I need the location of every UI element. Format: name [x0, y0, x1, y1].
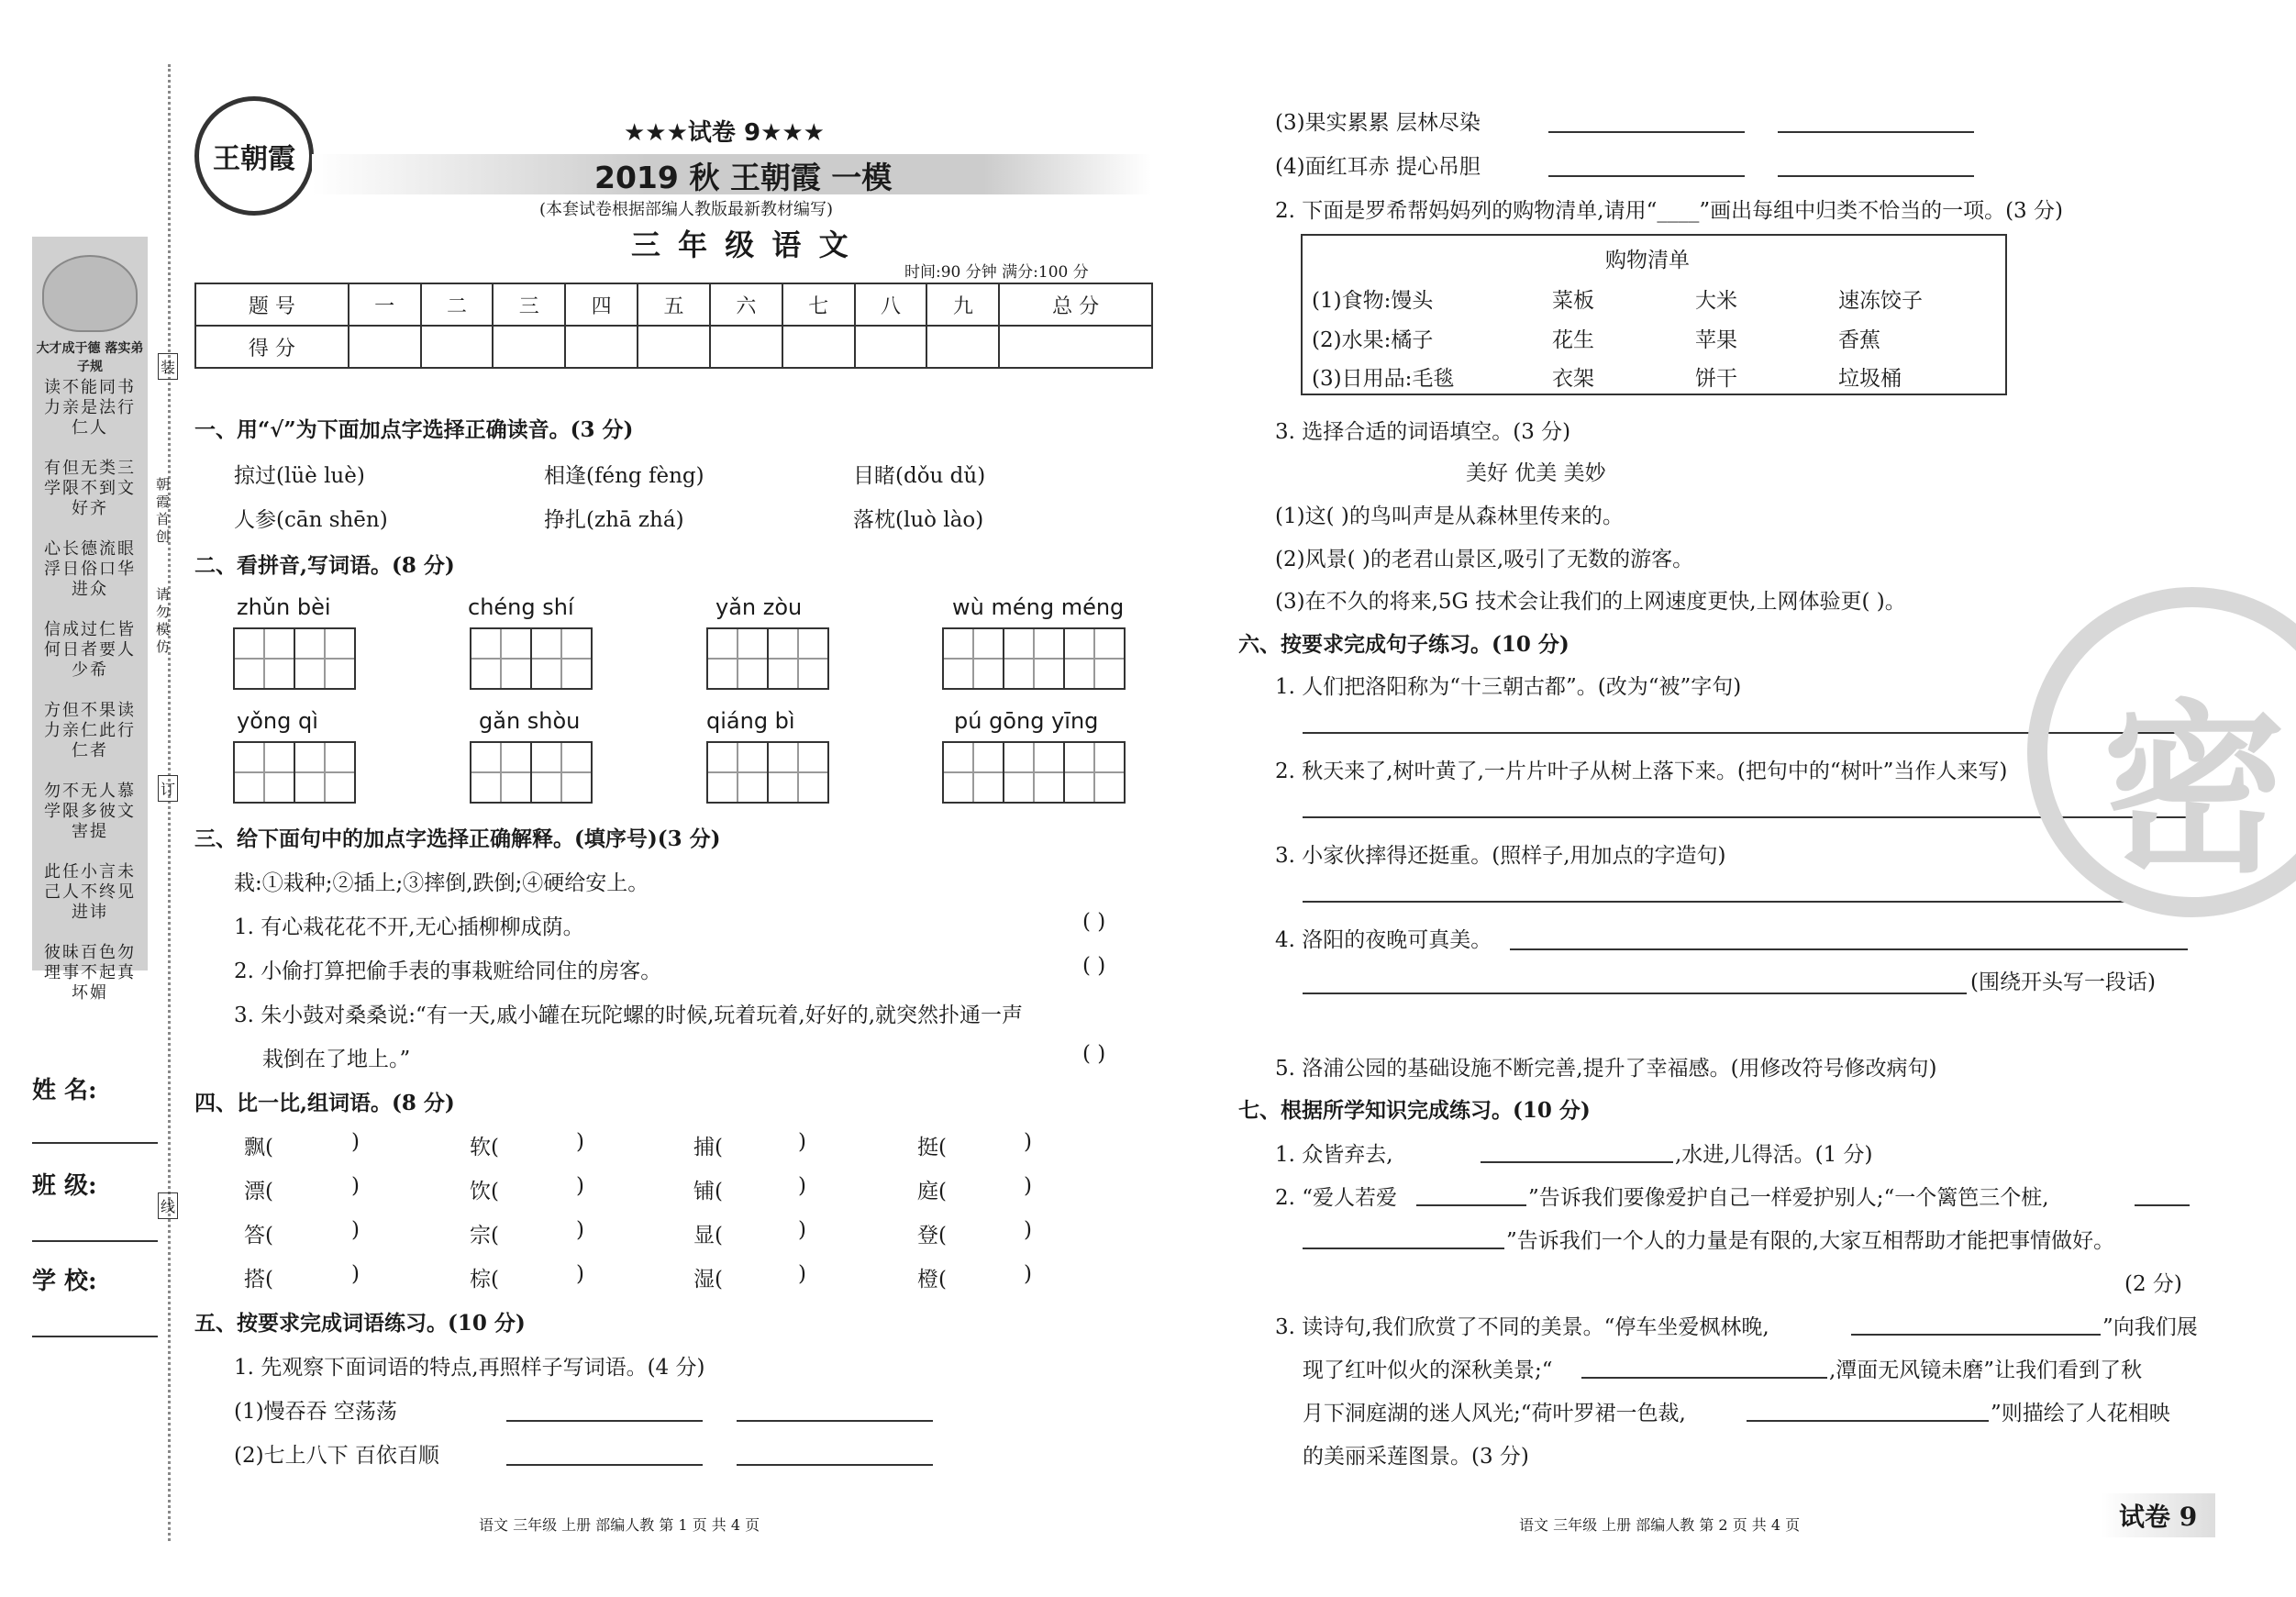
shopping-item[interactable]: 菜板: [1552, 289, 1594, 313]
compare-char[interactable]: 搭(: [244, 1268, 273, 1292]
poem-line: 心长德流眼浮日俗口华进众: [44, 539, 136, 599]
score-row-label: 得 分: [195, 326, 349, 368]
grid-cell[interactable]: [767, 741, 829, 804]
poem-line: 信成过仁皆何日者要人少希: [44, 620, 136, 680]
grid-cell[interactable]: [1063, 741, 1126, 804]
pinyin-label: wù méng méng: [952, 594, 1125, 620]
answer-line[interactable]: [737, 1420, 933, 1422]
grid-cell[interactable]: [767, 627, 829, 690]
footer-left: 语文 三年级 上册 部编人教 第 1 页 共 4 页: [479, 1516, 760, 1534]
score-cell[interactable]: [421, 326, 494, 368]
answer-line[interactable]: [1548, 175, 1745, 177]
answer-line[interactable]: [1510, 948, 2188, 950]
score-header-cell: 八: [855, 283, 927, 326]
compare-char[interactable]: 漂(: [244, 1180, 273, 1203]
compare-close: ): [351, 1262, 360, 1286]
grid-cell[interactable]: [706, 627, 769, 690]
compare-char[interactable]: 飘(: [244, 1136, 273, 1159]
stamp-glyph: 密: [2102, 682, 2287, 898]
score-cell[interactable]: [493, 326, 565, 368]
seal-label-xian: 线: [158, 1192, 178, 1219]
grid-cell[interactable]: [233, 741, 295, 804]
pronunciation-item[interactable]: 挣扎(zhā zhá): [544, 508, 684, 532]
answer-line[interactable]: [1851, 1334, 2101, 1336]
word-example: (1)慢吞吞 空荡荡: [234, 1400, 397, 1424]
exam-title: 2019 秋 王朝霞 一模: [594, 160, 893, 195]
pronunciation-item[interactable]: 人参(cān shēn): [234, 508, 388, 532]
grid-cell[interactable]: [1003, 627, 1065, 690]
score-cell[interactable]: [926, 326, 999, 368]
pinyin-label: zhǔn bèi: [237, 594, 331, 620]
compare-char[interactable]: 庭(: [917, 1180, 947, 1203]
poem-line: 此任小言未己人不终见进讳: [44, 862, 136, 922]
score-header-cell: 六: [710, 283, 782, 326]
writing-grid[interactable]: [233, 627, 354, 690]
answer-line[interactable]: [1303, 901, 2188, 903]
answer-line[interactable]: [1778, 175, 1974, 177]
vertical-note-1: 朝霞首创: [154, 477, 171, 547]
shopping-item[interactable]: 苹果: [1695, 328, 1737, 352]
compare-close: ): [1024, 1218, 1032, 1242]
score-cell[interactable]: [349, 326, 421, 368]
answer-line[interactable]: [1747, 1420, 1989, 1422]
name-field[interactable]: [32, 1142, 158, 1144]
compare-close: ): [798, 1130, 806, 1154]
shopping-item[interactable]: 花生: [1552, 328, 1594, 352]
section7-title: 七、根据所学知识完成练习。(10 分): [1238, 1098, 1591, 1123]
writing-grid[interactable]: [706, 627, 827, 690]
poem-line: 方但不果读力亲仁此行仁者: [44, 701, 136, 760]
writing-grid[interactable]: [942, 627, 1124, 690]
compare-close: ): [798, 1218, 806, 1242]
question-text: ,水进,儿得活。(1 分): [1675, 1143, 1873, 1167]
grid-cell[interactable]: [233, 627, 295, 690]
footer-right: 语文 三年级 上册 部编人教 第 2 页 共 4 页: [1519, 1516, 1801, 1534]
pronunciation-item[interactable]: 掠过(lüè luè): [234, 464, 365, 488]
shopping-item[interactable]: 大米: [1695, 289, 1737, 313]
question-text: 2. 秋天来了,树叶黄了,一片片叶子从树上落下来。(把句中的“树叶”当作人来写): [1275, 760, 2008, 783]
fill-sentence[interactable]: (2)风景( )的老君山景区,吸引了无数的游客。: [1275, 548, 1694, 571]
section4-title: 四、比一比,组词语。(8 分): [194, 1091, 455, 1115]
question-text: 1. 先观察下面词语的特点,再照样子写词语。(4 分): [234, 1356, 705, 1380]
question-text: 月下洞庭湖的迷人风光;“荷叶罗裙一色裁,: [1303, 1402, 1686, 1425]
grid-cell[interactable]: [294, 627, 356, 690]
score-header-cell: 总 分: [999, 283, 1152, 326]
answer-paren[interactable]: ( ): [1082, 954, 1106, 978]
answer-line[interactable]: [737, 1464, 933, 1466]
score-header-cell: 九: [926, 283, 999, 326]
compare-char[interactable]: 铺(: [693, 1180, 723, 1203]
compare-close: ): [351, 1130, 360, 1154]
grid-cell[interactable]: [942, 627, 1004, 690]
score-row: [195, 326, 1152, 368]
compare-close: ): [1024, 1174, 1032, 1198]
shopping-item[interactable]: 衣架: [1552, 367, 1594, 391]
answer-line[interactable]: [1481, 1161, 1673, 1163]
word-choices: 美好 优美 美妙: [1466, 461, 1606, 485]
compare-close: ): [798, 1174, 806, 1198]
word-example: (3)果实累累 层林尽染: [1275, 111, 1481, 135]
compare-char[interactable]: 软(: [470, 1136, 499, 1159]
grid-cell[interactable]: [1003, 741, 1065, 804]
question-text: 1. 众皆弃去,: [1275, 1143, 1393, 1167]
score-header-row: [195, 283, 1152, 326]
poem-line: 有但无类三学限不到文好齐: [44, 459, 136, 518]
question-text: 2. 小偷打算把偷手表的事栽赃给同住的房客。: [234, 959, 662, 983]
question-text: ,潭面无风镜未磨”让我们看到了秋: [1829, 1359, 2143, 1382]
binding-line: [168, 64, 171, 1541]
shopping-list: [1301, 234, 2007, 395]
shopping-item[interactable]: 香蕉: [1838, 328, 1880, 352]
grid-cell[interactable]: [530, 627, 593, 690]
question-text: 2. 下面是罗希帮妈妈列的购物清单,请用“____”画出每组中归类不恰当的一项。(3 分): [1275, 199, 2063, 223]
writing-grid[interactable]: [470, 627, 591, 690]
brand-logo: [194, 96, 314, 216]
grid-cell[interactable]: [470, 627, 532, 690]
writing-grid[interactable]: [470, 741, 591, 804]
question-text: 4. 洛阳的夜晚可真美。: [1275, 928, 1492, 952]
compare-close: ): [1024, 1130, 1032, 1154]
score-header-cell: 二: [421, 283, 494, 326]
compare-close: ): [1024, 1262, 1032, 1286]
section6-title: 六、按要求完成句子练习。(10 分): [1238, 632, 1569, 657]
compare-close: ): [798, 1262, 806, 1286]
score-header-cell: 四: [565, 283, 638, 326]
compare-char[interactable]: 橙(: [917, 1268, 947, 1292]
answer-line[interactable]: [1778, 131, 1974, 133]
answer-line[interactable]: [1548, 131, 1745, 133]
question-text: 3. 选择合适的词语填空。(3 分): [1275, 420, 1571, 444]
score-header-cell: 五: [638, 283, 710, 326]
poem-line: 读不能同书力亲是法行仁人: [44, 378, 136, 438]
question-text: ”向我们展: [2102, 1315, 2198, 1339]
score-cell[interactable]: [638, 326, 710, 368]
compare-char[interactable]: 答(: [244, 1224, 273, 1248]
score-header-cell: 三: [493, 283, 565, 326]
score-header-cell: 一: [349, 283, 421, 326]
pinyin-label: yǒng qì: [237, 708, 318, 734]
scholar-portrait: [42, 255, 138, 332]
question-text: 3. 小家伙摔得还挺重。(照样子,用加点的字造句): [1275, 844, 1726, 868]
fill-sentence[interactable]: (1)这( )的鸟叫声是从森林里传来的。: [1275, 505, 1624, 528]
pinyin-label: yǎn zòu: [715, 594, 803, 620]
writing-grid[interactable]: [233, 741, 354, 804]
compare-char[interactable]: 登(: [917, 1224, 947, 1248]
question-score: (2 分): [2124, 1272, 2182, 1296]
answer-line[interactable]: [2135, 1204, 2190, 1206]
compare-close: ): [576, 1130, 584, 1154]
score-header-cell: 题 号: [195, 283, 349, 326]
compare-close: ): [576, 1218, 584, 1242]
seal-label-zhuang: 装: [158, 353, 178, 380]
compare-close: ): [351, 1218, 360, 1242]
question-text: 5. 洛浦公园的基础设施不断完善,提升了幸福感。(用修改符号修改病句): [1275, 1057, 1937, 1081]
question-text: 栽倒在了地上。”: [262, 1048, 411, 1071]
exam-subtitle: (本套试卷根据部编人教版最新教材编写): [539, 200, 834, 219]
answer-line[interactable]: [506, 1464, 703, 1466]
confidential-stamp: [2027, 587, 2296, 917]
pinyin-label: qiáng bì: [706, 708, 795, 734]
compare-close: ): [351, 1174, 360, 1198]
answer-line[interactable]: [1581, 1377, 1827, 1379]
shopping-title: 购物清单: [1605, 249, 1690, 272]
answer-paren[interactable]: ( ): [1082, 1042, 1106, 1066]
compare-char[interactable]: 湿(: [693, 1268, 723, 1292]
pinyin-label: chéng shí: [468, 594, 574, 620]
paper-badge: 试卷 9: [2101, 1493, 2215, 1537]
class-field[interactable]: [32, 1240, 158, 1242]
definition-list: 栽:①栽种;②插上;③摔倒,跌倒;④硬给安上。: [234, 871, 649, 895]
pronunciation-item[interactable]: 落枕(luò lào): [853, 508, 984, 532]
score-cell[interactable]: [999, 326, 1152, 368]
name-label: 姓 名:: [32, 1077, 97, 1104]
fill-sentence[interactable]: (3)在不久的将来,5G 技术会让我们的上网速度更快,上网体验更( )。: [1275, 590, 1906, 614]
word-example: (4)面红耳赤 提心吊胆: [1275, 155, 1481, 179]
section5-title: 五、按要求完成词语练习。(10 分): [194, 1311, 526, 1336]
shopping-item[interactable]: (2)水果:橘子: [1312, 328, 1434, 352]
poem-line: 勿不无人慕学限多彼文害提: [44, 782, 136, 841]
pinyin-label: gǎn shòu: [479, 708, 581, 734]
score-cell[interactable]: [782, 326, 855, 368]
shopping-item[interactable]: (3)日用品:毛毯: [1312, 367, 1455, 391]
answer-paren[interactable]: ( ): [1082, 910, 1106, 934]
score-header-cell: 七: [782, 283, 855, 326]
compare-char[interactable]: 棕(: [470, 1268, 499, 1292]
sidebar-poems: [44, 378, 136, 1024]
grid-cell[interactable]: [706, 741, 769, 804]
question-text: 1. 有心栽花花不开,无心插柳柳成荫。: [234, 915, 584, 939]
score-cell[interactable]: [565, 326, 638, 368]
vertical-note-2: 请勿模仿: [154, 587, 171, 657]
question-text: ”则描绘了人花相映: [1991, 1402, 2170, 1425]
school-label: 学 校:: [32, 1268, 97, 1295]
shopping-item[interactable]: 速冻饺子: [1838, 289, 1923, 313]
seal-label-ding: 订: [158, 775, 178, 802]
answer-line[interactable]: [506, 1420, 703, 1422]
time-info: 时间:90 分钟 满分:100 分: [904, 263, 1089, 282]
pronunciation-item[interactable]: 目睹(dǒu dǔ): [853, 464, 986, 488]
shopping-item[interactable]: 垃圾桶: [1838, 367, 1902, 391]
score-cell[interactable]: [855, 326, 927, 368]
question-text: 3. 读诗句,我们欣赏了不同的美景。“停车坐爱枫林晚,: [1275, 1315, 1769, 1339]
class-label: 班 级:: [32, 1172, 97, 1200]
answer-line[interactable]: [1416, 1204, 1526, 1206]
answer-line[interactable]: [1303, 1248, 1504, 1249]
writing-grid[interactable]: [706, 741, 827, 804]
compare-char[interactable]: 饮(: [470, 1180, 499, 1203]
grid-cell[interactable]: [530, 741, 593, 804]
compare-close: ): [576, 1262, 584, 1286]
question-text: 1. 人们把洛阳称为“十三朝古都”。(改为“被”字句): [1275, 675, 1742, 699]
logo-text: 王朝霞: [213, 143, 295, 175]
compare-close: ): [576, 1174, 584, 1198]
school-field[interactable]: [32, 1336, 158, 1337]
compare-char[interactable]: 宗(: [470, 1224, 499, 1248]
section3-title: 三、给下面句中的加点字选择正确解释。(填序号)(3 分): [194, 826, 721, 851]
grid-cell[interactable]: [1063, 627, 1126, 690]
word-example: (2)七上八下 百依百顺: [234, 1444, 439, 1468]
compare-char[interactable]: 显(: [693, 1224, 723, 1248]
grid-cell[interactable]: [294, 741, 356, 804]
pronunciation-item[interactable]: 相逢(féng fèng): [544, 464, 704, 488]
question-text: 2. “爱人若爱: [1275, 1186, 1398, 1210]
compare-char[interactable]: 挺(: [917, 1136, 947, 1159]
question-text: ”告诉我们一个人的力量是有限的,大家互相帮助才能把事情做好。: [1506, 1229, 2115, 1253]
writing-grid[interactable]: [942, 741, 1124, 804]
score-cell[interactable]: [710, 326, 782, 368]
grid-cell[interactable]: [942, 741, 1004, 804]
shopping-item[interactable]: 饼干: [1695, 367, 1737, 391]
question-text: ”告诉我们要像爱护自己一样爱护别人;“一个篱笆三个桩,: [1528, 1186, 2049, 1210]
question-note: (围绕开头写一段话): [1970, 970, 2156, 994]
poem-line: 彼昧百色勿理事不起真坏媚: [44, 943, 136, 1003]
sidebar-slogan: 大才成于德 落实弟子规: [36, 341, 144, 374]
question-text: 的美丽采莲图景。(3 分): [1303, 1445, 1529, 1469]
subject-title: 三 年 级 语 文: [631, 227, 852, 262]
answer-line[interactable]: [1303, 993, 1967, 994]
grid-cell[interactable]: [470, 741, 532, 804]
question-text: 3. 朱小鼓对桑桑说:“有一天,戚小罐在玩陀螺的时候,玩着玩着,好好的,就突然扑通一声: [234, 1004, 1024, 1027]
shopping-item[interactable]: (1)食物:馒头: [1312, 289, 1434, 313]
section2-title: 二、看拼音,写词语。(8 分): [194, 553, 455, 578]
section1-title: 一、用“√”为下面加点字选择正确读音。(3 分): [194, 417, 634, 442]
score-table: [194, 283, 1153, 369]
pinyin-label: pú gōng yīng: [954, 708, 1099, 734]
question-text: 现了红叶似火的深秋美景;“: [1303, 1359, 1553, 1382]
paper-number: ★★★试卷 9★★★: [624, 119, 825, 147]
compare-char[interactable]: 捕(: [693, 1136, 723, 1159]
